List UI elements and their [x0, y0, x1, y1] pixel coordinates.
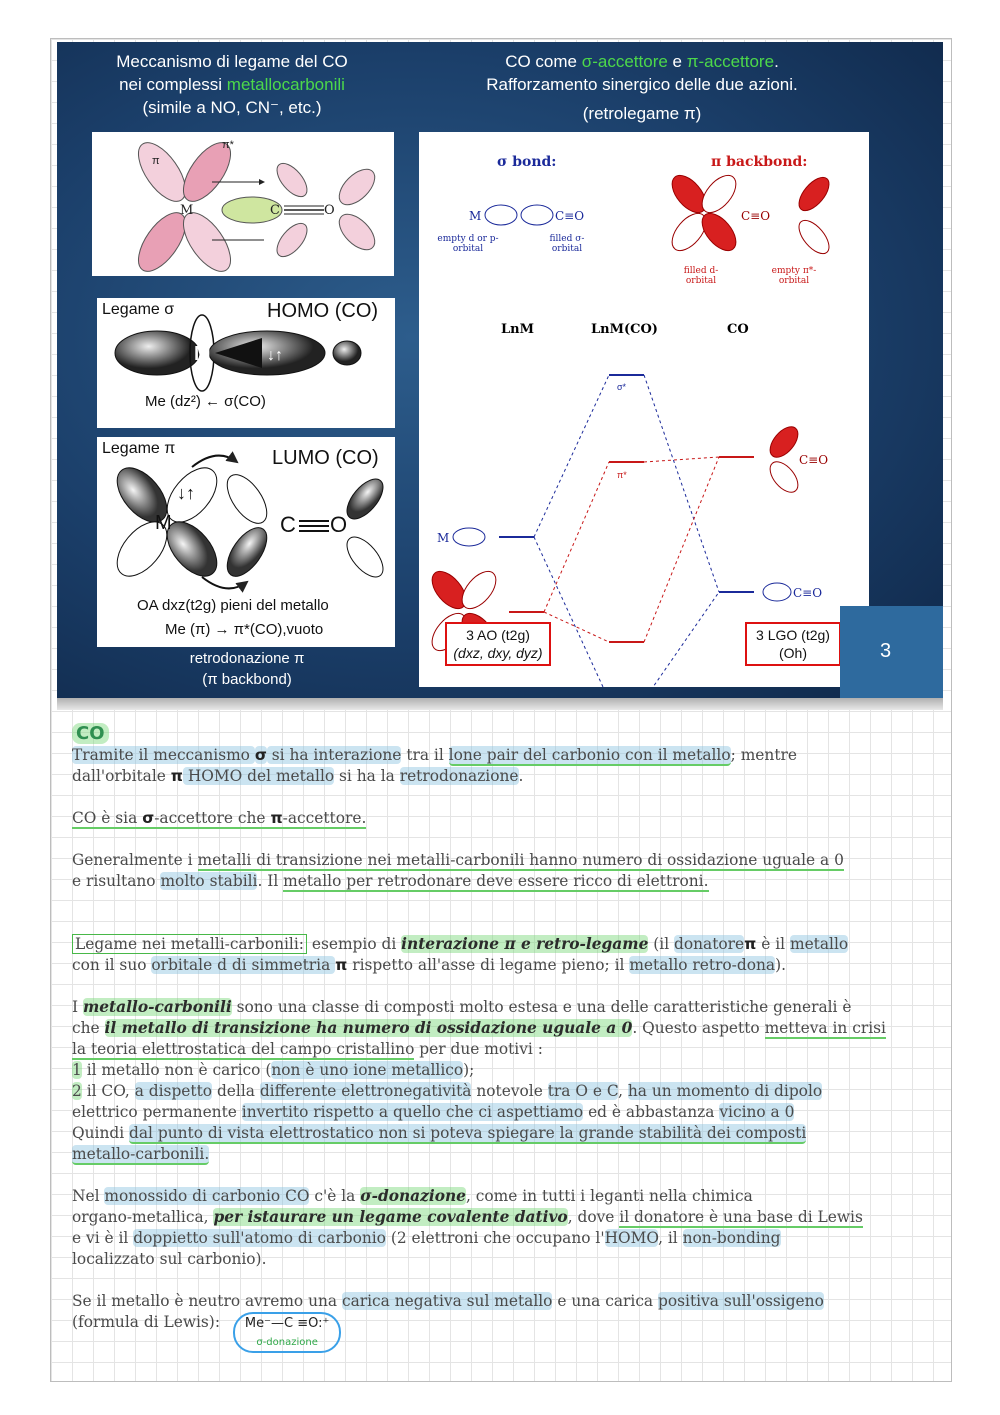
page-number-box	[840, 606, 943, 698]
notes-paragraph-5: I metallo-carbonili sono una classe di composti molto estesa e una delle caratteristiche generali è che il metallo di transizione ha numero di ossidazione uguale a 0. Questo aspetto metteva in crisi la teoria elettrostatica del campo cristallino per due motivi : 1 il metallo non è carico (non è uno ione metallico); 2 il CO, a dispetto della differente elettronegatività notevole tra O e C, ha un momento di dipolo elettrico permanente invertito rispetto a quello che ci aspettiamo ed è abbastanza vicino a 0 Quindi dal punto di vista elettrostatico non si poteva spiegare la grande stabilità dei composti metallo-carbonili.	[72, 998, 886, 1163]
svg-text:M: M	[155, 512, 172, 534]
lumo-label: LUMO (CO)	[272, 447, 379, 469]
page-number: 3	[880, 640, 892, 662]
orbital-overview-panel	[92, 132, 394, 276]
pi-bond-label-line2: Me (π) → π*(CO),vuoto	[165, 621, 324, 638]
svg-text:M: M	[194, 343, 211, 365]
lgo-line2: (Oh)	[779, 645, 807, 661]
filled-sigma-note: filled σ-orbital	[549, 234, 585, 254]
lnmco-column-label: LnM(CO)	[591, 322, 658, 337]
backbond-caption	[147, 648, 347, 690]
pi-bond-label-line1: OA dxz(t2g) pieni del metallo	[137, 597, 329, 614]
mo-diagram-panel	[419, 132, 869, 687]
lgo-box	[745, 622, 841, 666]
pi-backbond-heading: π backbond:	[711, 154, 808, 170]
right-title-line3: (retrolegame π)	[582, 104, 702, 123]
co-column-label: CO	[727, 322, 749, 337]
svg-text:O: O	[324, 203, 335, 218]
pi-bond-illustration	[97, 437, 395, 647]
sigma-bond-title: Legame σ	[102, 301, 175, 318]
orbital-overview-illustration	[92, 132, 394, 276]
lecture-slide	[57, 42, 943, 698]
svg-text:M: M	[469, 209, 482, 223]
filled-d-note: filled d-orbital	[683, 266, 719, 286]
sigma-bond-label: Me (dz²) ← σ(CO)	[145, 393, 266, 410]
pi-bond-title: Legame π	[102, 440, 176, 457]
ao-line2: (dxz, dxy, dyz)	[453, 645, 543, 661]
lnm-column-label: LnM	[501, 322, 534, 337]
notes-paragraph-1: Tramite il meccanismo σ si ha interazione tra il lone pair del carbonio con il metallo; mentre dall'orbitale π HOMO del metallo si ha la retrodonazione.	[72, 746, 797, 785]
left-slide-title	[87, 50, 377, 119]
svg-text:C: C	[280, 512, 296, 537]
svg-text:σ*: σ*	[617, 382, 627, 392]
left-title-line3: (simile a NO, CN⁻, etc.)	[142, 98, 322, 117]
svg-text:C≡O: C≡O	[799, 453, 829, 467]
notes-section	[72, 723, 932, 1353]
homo-label: HOMO (CO)	[267, 300, 379, 322]
svg-text:π: π	[152, 155, 160, 167]
svg-text:π*: π*	[222, 139, 234, 151]
right-title-line2: Rafforzamento sinergico delle due azioni.	[486, 75, 798, 94]
svg-text:M: M	[437, 531, 450, 545]
lewis-caption: σ-donazione	[256, 1337, 318, 1348]
slide-separator	[57, 698, 943, 710]
svg-text:C≡O: C≡O	[741, 209, 771, 223]
caption-line2: (π backbond)	[202, 671, 292, 688]
lewis-formula-bubble	[233, 1312, 341, 1353]
right-title-line1: CO come σ-accettore e π-accettore.	[505, 52, 779, 71]
svg-text:C: C	[270, 203, 280, 218]
right-slide-title	[447, 50, 837, 125]
left-title-line1: Meccanismo di legame del CO	[116, 52, 348, 71]
mo-energy-diagram	[419, 132, 869, 687]
caption-line1: retrodonazione π	[189, 650, 305, 667]
svg-text:C≡O: C≡O	[555, 209, 585, 223]
left-title-line2: nei complessi metallocarbonili	[119, 75, 345, 94]
sigma-bond-panel	[97, 298, 395, 428]
ao-line1: 3 AO (t2g)	[466, 627, 530, 643]
sigma-bond-heading: σ bond:	[497, 154, 557, 170]
notes-paragraph-6: Nel monossido di carbonio CO c'è la σ-donazione, come in tutti i leganti nella chimica organo-metallica, per istaurare un legame covalente dativo, dove il donatore è una base di Lewis e vi è il doppietto sull'atomo di carbonio (2 elettroni che occupano l'HOMO, il non-bonding localizzato sul carbonio).	[72, 1187, 863, 1268]
notes-paragraph-2: CO è sia σ-accettore che π-accettore.	[72, 809, 367, 827]
ao-box	[445, 622, 551, 666]
svg-text:O: O	[330, 512, 348, 537]
svg-text:↓↑: ↓↑	[267, 347, 283, 364]
notes-paragraph-3: Generalmente i metalli di transizione nei metalli-carbonili hanno numero di ossidazione uguale a 0 e risultano molto stabili. Il metallo per retrodonare deve essere ricco di elettroni.	[72, 851, 844, 890]
pi-bond-panel	[97, 437, 395, 647]
empty-pi-note: empty π*-orbital	[771, 266, 817, 286]
svg-text:↓↑: ↓↑	[177, 483, 195, 503]
notes-paragraph-4: Legame nei metalli-carbonili: esempio di interazione π e retro-legame (il donatoreπ è il metallo con il suo orbitale d di simmetria π rispetto all'asse di legame pieno; il metallo retro-dona).	[72, 935, 849, 974]
lgo-line1: 3 LGO (t2g)	[756, 627, 830, 643]
empty-orbital-note: empty d or p-orbital	[437, 234, 499, 254]
svg-text:C≡O: C≡O	[793, 586, 823, 600]
notes-heading: CO	[72, 723, 109, 744]
svg-text:π*: π*	[617, 470, 627, 480]
lewis-formula: Me⁻—C ≡O:⁺	[244, 1316, 330, 1331]
svg-text:M: M	[180, 203, 194, 218]
notes-paragraph-7: Se il metallo è neutro avremo una carica negativa sul metallo e una carica positiva sull'ossigeno (formula di Lewis): Me⁻—C ≡O:⁺ σ-donazione	[72, 1291, 932, 1353]
